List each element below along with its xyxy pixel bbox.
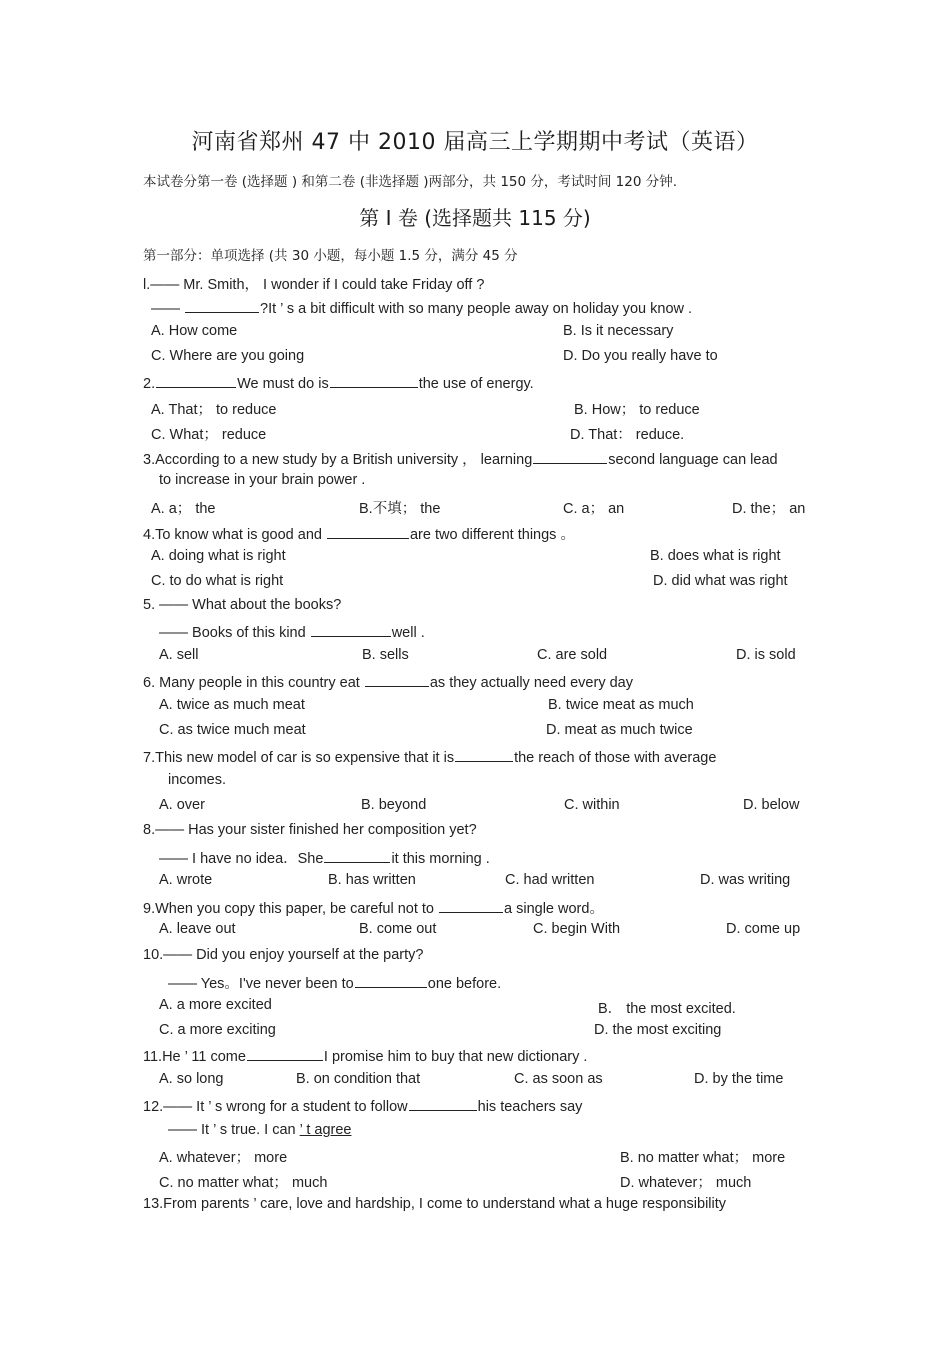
question-8-stem: 8.—— Has your sister finished her composition yet? [143,822,477,838]
question-12-option-c: C. no matter what； much [159,1175,328,1191]
question-8-option-a: A. wrote [159,872,213,888]
question-4-stem: 4.To know what is good and are two different things 。 [143,523,575,544]
question-9-option-b: B. come out [359,921,437,937]
question-4-option-c: C. to do what is right [151,573,284,589]
question-10-option-c: C. a more exciting [159,1022,276,1038]
answer-blank [439,898,503,913]
question-7-stem: 7.This new model of car is so expensive that it is the reach of those with average [143,747,716,766]
question-2-option-b: B. How； to reduce [574,402,700,418]
question-9-option-a: A. leave out [159,921,236,937]
question-4-option-b: B. does what is right [650,548,781,564]
question-11-option-a: A. so long [159,1071,224,1087]
question-12-option-d: D. whatever； much [620,1175,752,1191]
answer-blank [327,524,409,539]
question-3-option-a: A. a； the [151,501,216,517]
question-1-option-b: B. Is it necessary [563,323,674,339]
question-7-option-a: A. over [159,797,205,813]
question-9-option-d: D. come up [726,921,801,937]
part-title: 第一部分：单项选择 (共 30 小题，每小题 1.5 分，满分 45 分 [143,248,518,264]
question-6-option-b: B. twice meat as much [548,697,694,713]
question-1-option-d: D. Do you really have to [563,348,718,364]
question-8-option-b: B. has written [328,872,416,888]
question-7-stem-continued: incomes. [168,772,227,788]
answer-blank [247,1046,323,1061]
question-4-option-d: D. did what was right [653,573,788,589]
question-8-option-d: D. was writing [700,872,791,888]
question-3-option-c: C. a； an [563,501,625,517]
question-10-option-a: A. a more excited [159,997,272,1013]
answer-blank [311,622,391,637]
question-2-stem: 2. We must do is the use of energy. [143,373,534,392]
question-1-reply: —— ?It ’ s a bit difficult with so many people away on holiday you know . [151,298,692,317]
question-7-option-c: C. within [564,797,620,813]
question-12-option-b: B. no matter what； more [620,1150,786,1166]
question-10-option-d: D. the most exciting [594,1022,722,1038]
question-5-option-d: D. is sold [736,647,796,663]
question-1-option-a: A. How come [151,323,238,339]
question-4-option-a: A. doing what is right [151,548,286,564]
question-12-option-a: A. whatever； more [159,1150,288,1166]
question-7-option-d: D. below [743,797,800,813]
question-2-option-c: C. What； reduce [151,427,267,443]
question-12-stem: 12.—— It ’ s wrong for a student to follow his teachers say [143,1096,582,1115]
question-12-reply-end: ’ t agree [299,1122,352,1138]
question-6-stem: 6. Many people in this country eat as they actually need every day [143,672,633,691]
question-9-option-c: C. begin With [533,921,621,937]
answer-blank [365,672,429,687]
answer-blank [185,298,259,313]
question-11-option-d: D. by the time [694,1071,784,1087]
page-title: 河南省郑州 47 中 2010 届高三上学期期中考试（英语） [191,130,759,155]
question-9-stem: 9.When you copy this paper, be careful not to a single word。 [143,897,604,918]
question-13-stem: 13.From parents ’ care, love and hardship, I come to understand what a huge responsibility [143,1196,727,1212]
exam-subtitle: 本试卷分第一卷 (选择题 ) 和第二卷 (非选择题 )两部分，共 150 分，考试时间 120 分钟. [143,174,678,190]
question-5-stem: 5. —— What about the books? [143,597,342,613]
question-11-stem: 11.He ’ 11 come I promise him to buy that new dictionary . [143,1046,587,1065]
question-3-option-b: B.不填； the [359,501,441,517]
question-3-option-d: D. the； an [732,501,806,517]
question-3-stem-continued: to increase in your brain power . [159,472,366,488]
question-5-option-a: A. sell [159,647,199,663]
question-10-stem: 10.—— Did you enjoy yourself at the party? [143,947,424,963]
question-5-option-b: B. sells [362,647,409,663]
question-6-option-d: D. meat as much twice [546,722,693,738]
answer-blank [455,747,513,762]
answer-blank [409,1096,477,1111]
answer-blank [324,848,390,863]
question-11-option-b: B. on condition that [296,1071,421,1087]
question-6-option-a: A. twice as much meat [159,697,305,713]
question-7-option-b: B. beyond [361,797,427,813]
question-10-reply: —— Yes。I've never been to one before. [168,972,501,993]
question-3-stem: 3.According to a new study by a British university ， learning second language can lead [143,448,778,469]
question-12-reply: —— It ’ s true. I can ’ t agree [168,1122,352,1138]
answer-blank [330,373,418,388]
question-6-option-c: C. as twice much meat [159,722,306,738]
question-5-reply: —— Books of this kind well . [159,622,425,641]
answer-blank [355,973,427,988]
question-8-reply: —— I have no idea．She it this morning . [159,847,490,868]
section-title: 第 I 卷 (选择题共 115 分) [359,206,591,230]
answer-blank [156,373,236,388]
question-10-option-b: B． the most excited. [598,1001,736,1017]
question-2-option-a: A. That； to reduce [151,402,277,418]
question-5-option-c: C. are sold [537,647,608,663]
question-8-option-c: C. had written [505,872,595,888]
question-11-option-c: C. as soon as [514,1071,603,1087]
question-1-stem: l.—— Mr. Smith， I wonder if I could take Friday off ? [143,277,485,293]
question-1-option-c: C. Where are you going [151,348,305,364]
question-2-option-d: D. That： reduce. [570,427,685,443]
answer-blank [533,449,607,464]
